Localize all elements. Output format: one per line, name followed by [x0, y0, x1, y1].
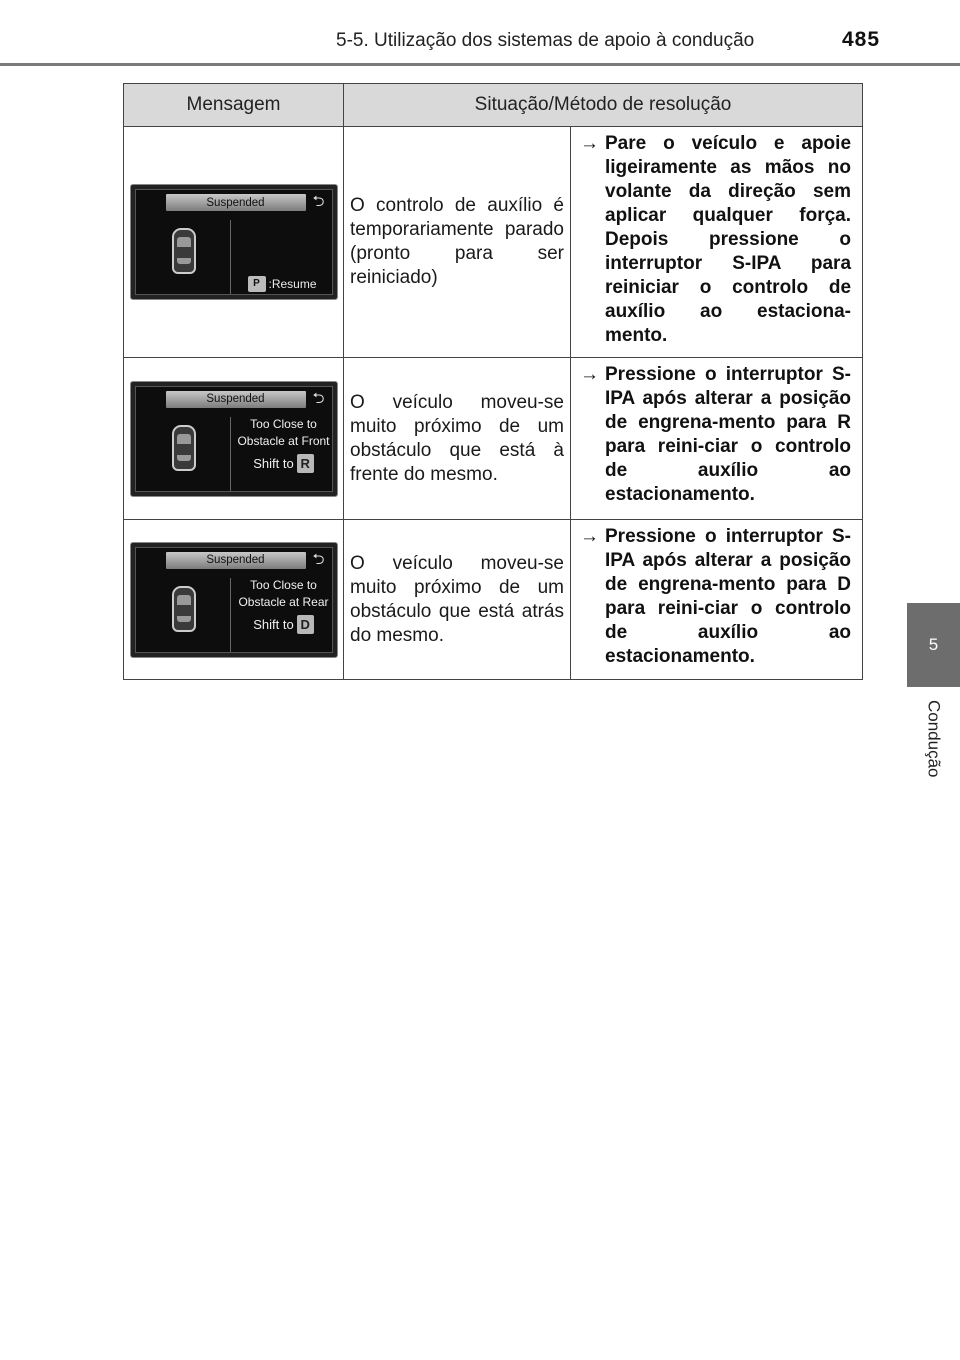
message-description: O veículo moveu-se muito próximo de um obstáculo que está à frente do mesmo. [344, 358, 571, 520]
table-header-row [124, 84, 863, 127]
screen-warning [232, 416, 336, 473]
screen-title: Suspended [166, 194, 306, 211]
message-image-cell [124, 358, 344, 520]
resolution-text [580, 363, 851, 507]
arrow-right-icon: → [580, 526, 599, 547]
shift-label: Shift to [253, 455, 294, 471]
car-icon [172, 425, 196, 471]
table-row [124, 127, 863, 358]
back-arrow-icon: ⮌ [312, 389, 325, 407]
message-table [123, 83, 863, 680]
shift-instruction [232, 454, 336, 473]
resolution-label: Pressione o interruptor S-IPA após alterar a posição de engrena-mento para D para reini-ciar o controlo de auxílio ao estacionamento. [605, 526, 852, 667]
resolution-cell [571, 127, 863, 358]
screen-warning [232, 577, 336, 634]
header-divider [0, 63, 960, 66]
warning-line-2: Obstacle at Rear [238, 594, 329, 609]
display-screen-obstacle-front [130, 381, 338, 497]
message-description: O veículo moveu-se muito próximo de um obstáculo que está atrás do mesmo. [344, 520, 571, 680]
display-screen-obstacle-rear [130, 542, 338, 658]
screen-title: Suspended [166, 391, 306, 408]
message-image-cell [124, 127, 344, 358]
resolution-label: Pare o veículo e apoie ligeiramente as mãos no volante da direção sem aplicar qualquer força. Depois pressione o interruptor S-IPA para reiniciar o controlo de auxílio ao estaciona-mento. [605, 133, 852, 346]
chapter-number: 5 [928, 635, 939, 654]
resume-indicator [248, 276, 317, 292]
arrow-right-icon: → [580, 364, 599, 385]
resume-label: :Resume [268, 277, 317, 291]
gear-d-icon: D [297, 615, 314, 634]
screen-divider [230, 417, 231, 491]
section-title: 5-5. Utilização dos sistemas de apoio à condução [336, 30, 755, 51]
screen-divider [230, 578, 231, 652]
page-number: 485 [842, 28, 881, 51]
resolution-cell [571, 520, 863, 680]
message-image-cell [124, 520, 344, 680]
back-arrow-icon: ⮌ [312, 550, 325, 568]
resolution-text [580, 525, 851, 669]
warning-line-1: Too Close to [250, 416, 317, 431]
message-description: O controlo de auxílio é temporariamente parado (pronto para ser reiniciado) [344, 127, 571, 358]
display-screen-suspended-resume [130, 184, 338, 300]
resolution-label: Pressione o interruptor S-IPA após alterar a posição de engrena-mento para R para reini-ciar o controlo de auxílio ao estacionamento. [605, 364, 852, 505]
resolution-text [580, 132, 851, 348]
table-row [124, 520, 863, 680]
screen-divider [230, 220, 231, 294]
chapter-label: Condução [924, 700, 944, 778]
parking-assist-switch-icon: P [248, 276, 266, 292]
shift-label: Shift to [253, 616, 294, 632]
back-arrow-icon: ⮌ [312, 193, 325, 210]
column-header-message: Mensagem [124, 84, 344, 127]
car-icon [172, 228, 196, 274]
screen-title: Suspended [166, 552, 306, 569]
column-header-situation: Situação/Método de resolução [344, 84, 863, 127]
warning-line-2: Obstacle at Front [237, 433, 330, 448]
car-icon [172, 586, 196, 632]
arrow-right-icon: → [580, 133, 599, 154]
gear-r-icon: R [297, 454, 314, 473]
warning-line-1: Too Close to [250, 577, 317, 592]
table-row [124, 358, 863, 520]
chapter-tab[interactable] [907, 603, 960, 687]
resolution-cell [571, 358, 863, 520]
shift-instruction [232, 615, 336, 634]
